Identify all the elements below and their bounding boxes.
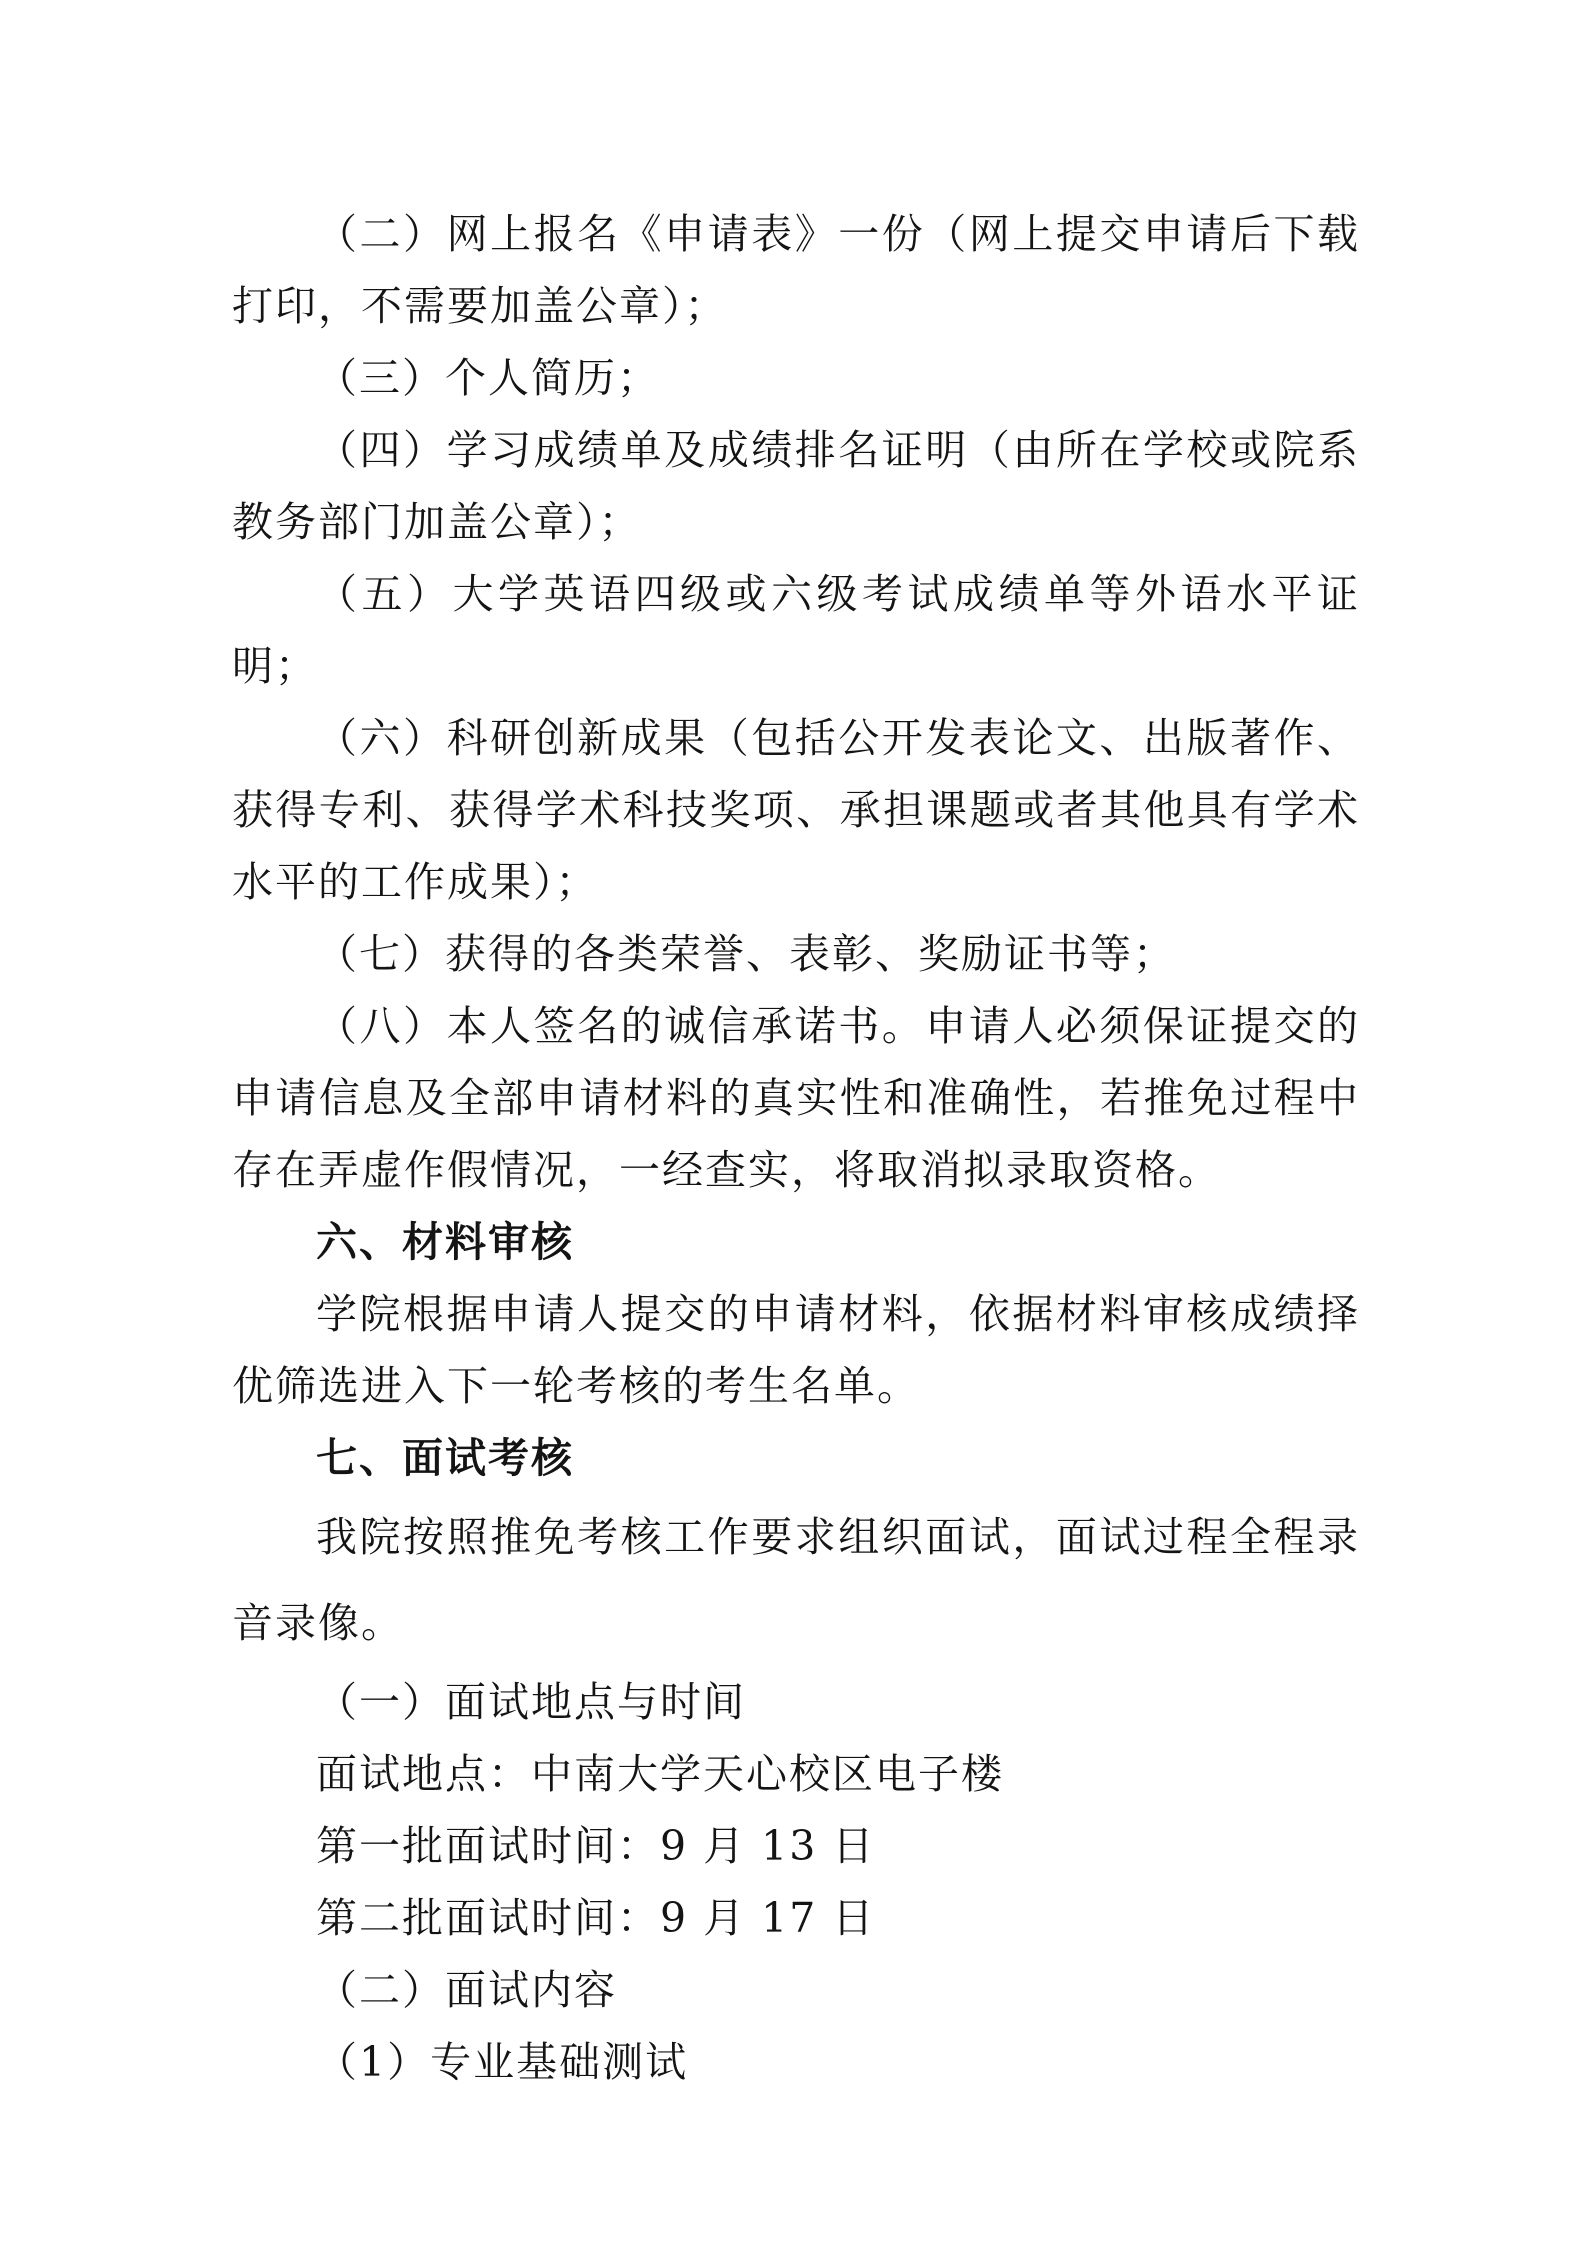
material-item-7: （七）获得的各类荣誉、表彰、奖励证书等； bbox=[316, 930, 1176, 978]
material-item-4: （四）学习成绩单及成绩排名证明（由所在学校或院系教务部门加盖公章）； bbox=[232, 426, 1360, 546]
material-item-6: （六）科研创新成果（包括公开发表论文、出版著作、获得专利、获得学术科技奖项、承担课题或者其他具有学术水平的工作成果）； bbox=[232, 714, 1360, 906]
interview-batch-2: 第二批面试时间：9 月 17 日 bbox=[316, 1894, 876, 1942]
material-item-2: （二）网上报名《申请表》一份（网上提交申请后下载打印，不需要加盖公章）； bbox=[232, 210, 1360, 330]
section-7-body: 我院按照推免考核工作要求组织面试，面试过程全程录音录像。 bbox=[232, 1513, 1360, 1647]
section-7-heading: 七、面试考核 bbox=[316, 1434, 574, 1482]
material-item-8: （八）本人签名的诚信承诺书。申请人必须保证提交的申请信息及全部申请材料的真实性和准确性，若推免过程中存在弄虚作假情况，一经查实，将取消拟录取资格。 bbox=[232, 1002, 1360, 1194]
interview-content-item-1: （1）专业基础测试 bbox=[316, 2038, 689, 2086]
interview-place-time-heading: （一）面试地点与时间 bbox=[316, 1678, 746, 1726]
interview-content-heading: （二）面试内容 bbox=[316, 1966, 617, 2014]
document-body bbox=[232, 198, 1360, 2098]
interview-batch-1: 第一批面试时间：9 月 13 日 bbox=[316, 1822, 876, 1870]
interview-location: 面试地点：中南大学天心校区电子楼 bbox=[316, 1750, 1004, 1798]
material-item-3: （三）个人简历； bbox=[316, 354, 660, 402]
section-6-heading: 六、材料审核 bbox=[316, 1218, 574, 1266]
material-item-5: （五）大学英语四级或六级考试成绩单等外语水平证明； bbox=[232, 570, 1360, 690]
section-6-body: 学院根据申请人提交的申请材料，依据材料审核成绩择优筛选进入下一轮考核的考生名单。 bbox=[232, 1290, 1360, 1410]
